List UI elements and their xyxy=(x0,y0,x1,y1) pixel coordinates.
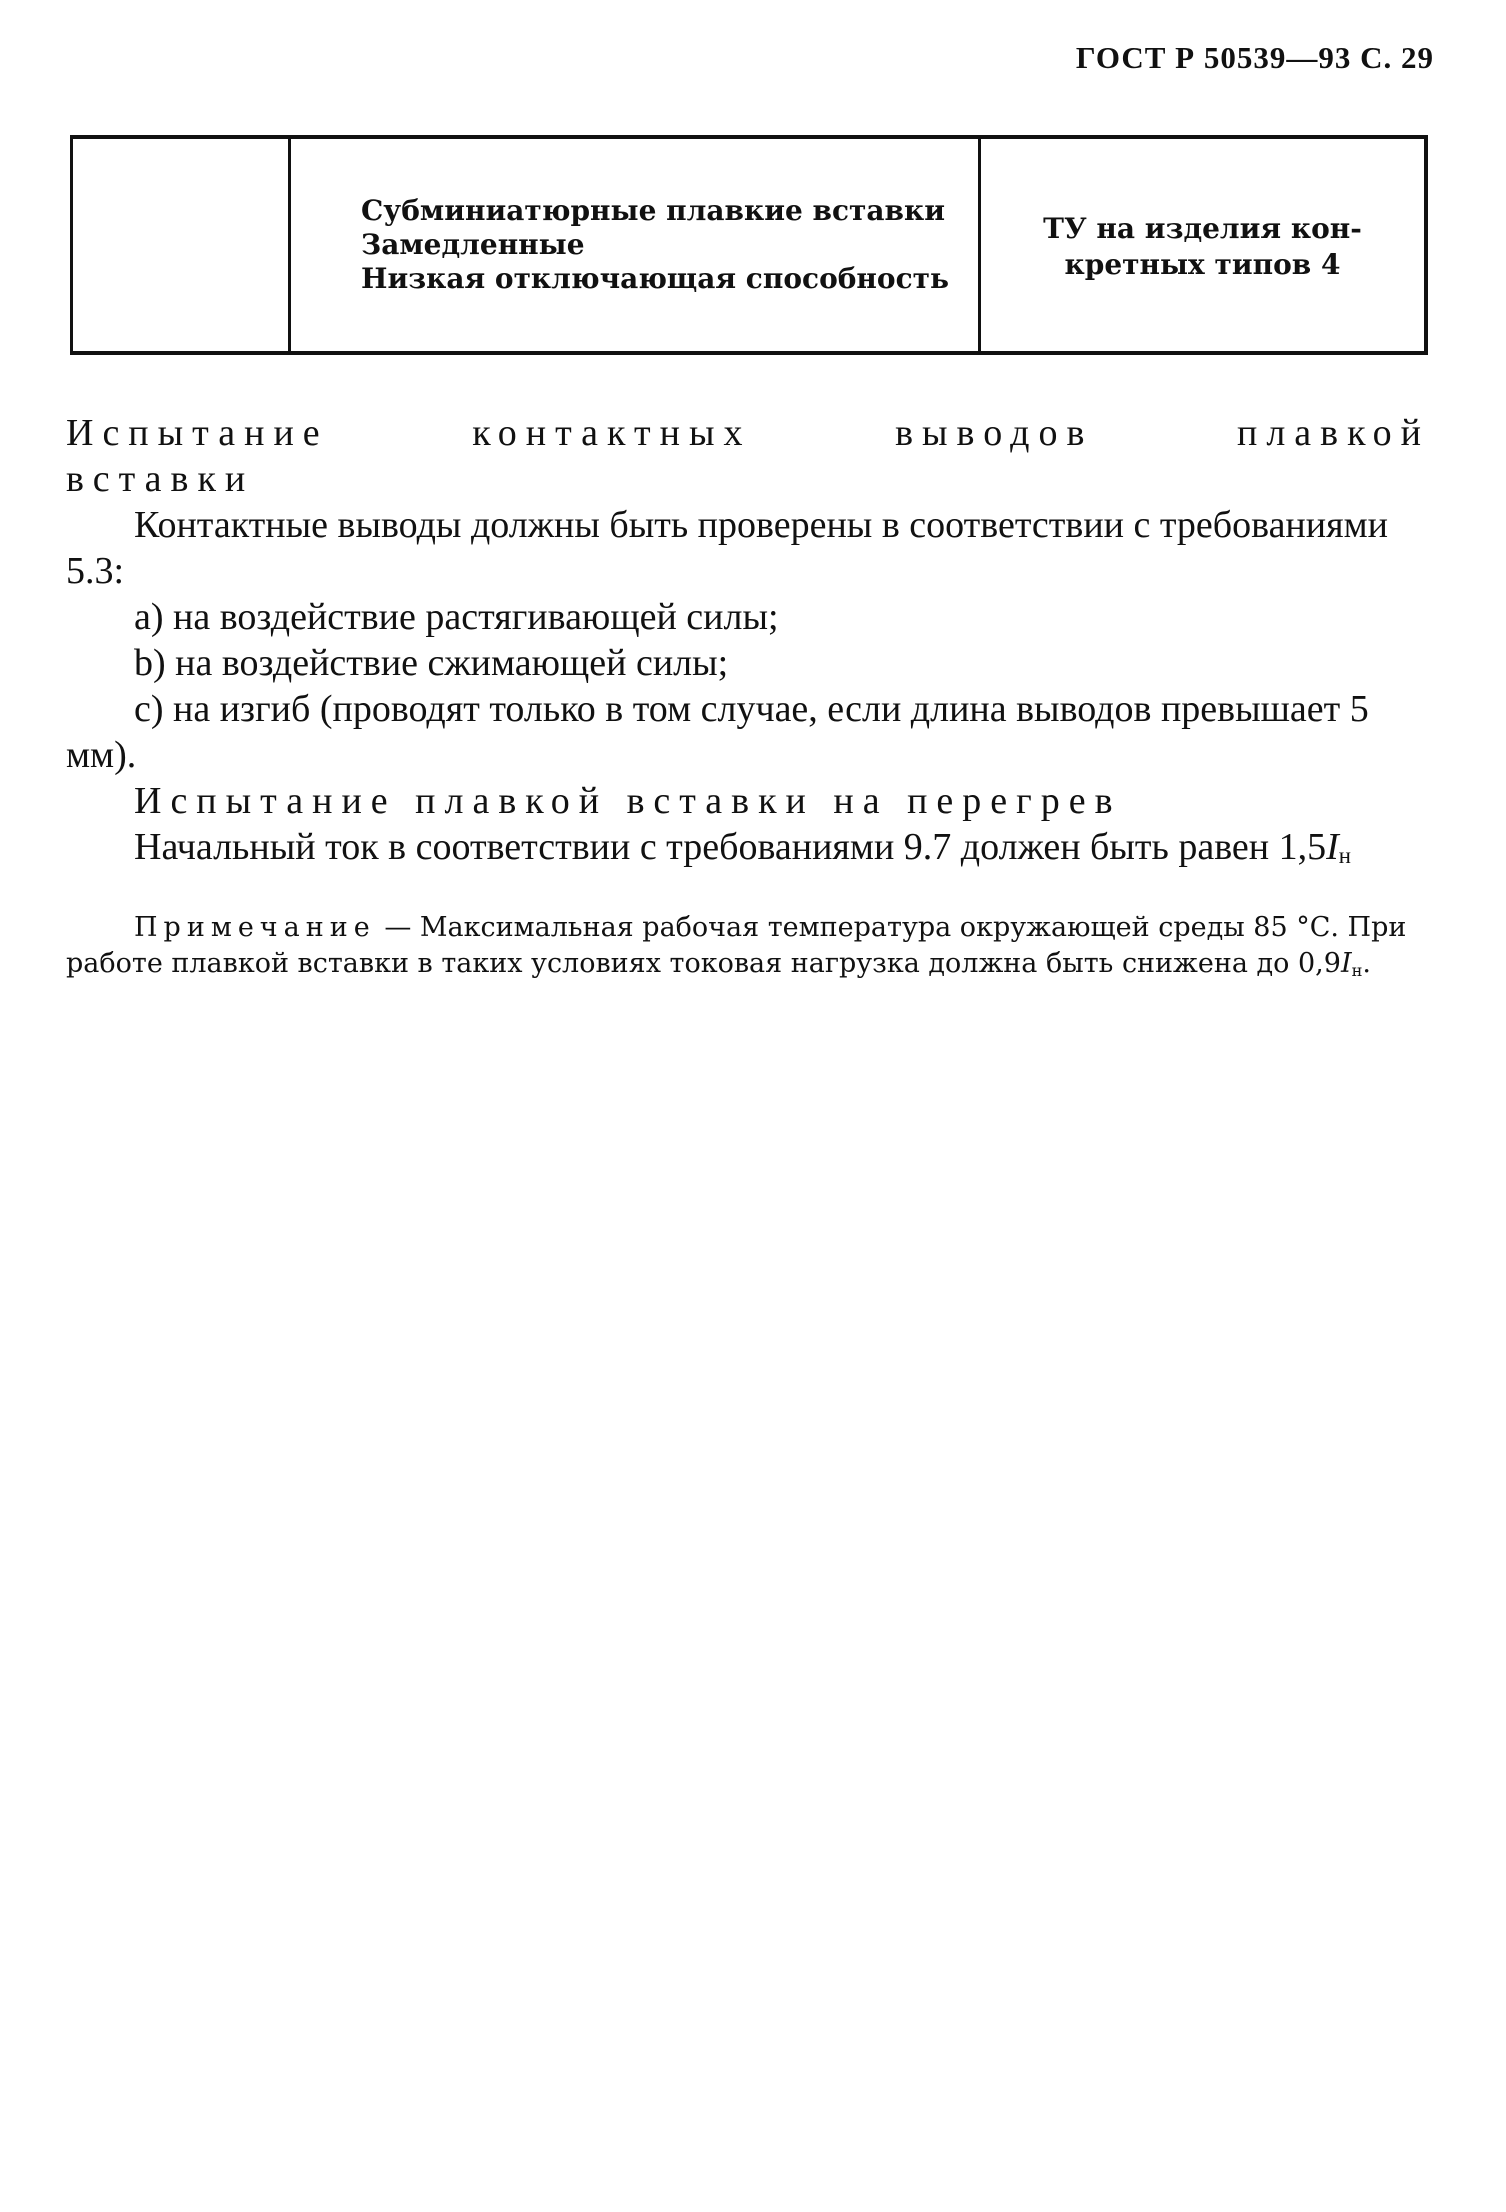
note-paragraph xyxy=(66,910,1430,989)
heading-word: контактных xyxy=(472,412,752,454)
note-text-end: . xyxy=(1362,948,1372,979)
note-text: — Максимальная рабочая температура окружающей среды 85 °С. При работе плавкой вставки в таких условиях токовая нагрузка должна быть снижена до 0,9 xyxy=(66,912,1407,979)
section-heading-contacts-cont: вставки xyxy=(66,458,255,500)
heading-word: Испытание xyxy=(66,412,329,454)
body-text xyxy=(66,410,1430,879)
list-item: b) на воздействие сжимающей силы; xyxy=(134,642,729,684)
heading-word: плавкой xyxy=(1236,412,1430,454)
current-subscript: н xyxy=(1338,843,1351,868)
list-item: c) на изгиб (проводят только в том случае, если длина выводов превышает 5 мм). xyxy=(66,688,1369,776)
paragraph-text: Начальный ток в соответствии с требованиями 9.7 должен быть равен 1,5 xyxy=(134,826,1327,868)
reference-line: ТУ на изделия кон- xyxy=(1043,212,1362,245)
reference-line: кретных типов 4 xyxy=(1064,248,1341,281)
table-cell-reference xyxy=(978,139,1428,351)
list-item: a) на воздействие растягивающей силы; xyxy=(134,596,779,638)
section-heading-contacts xyxy=(66,410,1430,456)
description-line: Субминиатюрные плавкие вставки xyxy=(361,194,945,227)
section-intro-paragraph: Контактные выводы должны быть проверены в соответствии с требованиями 5.3: xyxy=(66,504,1388,592)
description-line: Замедленные xyxy=(361,228,585,261)
description-line: Низкая отключающая способность xyxy=(361,262,949,295)
note-label: Примечание xyxy=(134,912,376,943)
current-symbol: I xyxy=(1340,948,1352,979)
section-heading-overheat: Испытание плавкой вставки на перегрев xyxy=(134,780,1122,822)
table-cell-description xyxy=(288,139,978,351)
current-subscript: н xyxy=(1351,961,1363,980)
heading-word: выводов xyxy=(895,412,1094,454)
page-header: ГОСТ Р 50539—93 С. 29 xyxy=(1075,40,1434,75)
current-symbol: I xyxy=(1326,826,1339,868)
spec-table xyxy=(70,135,1428,355)
table-cell-empty xyxy=(70,139,288,351)
section-overheat-paragraph xyxy=(66,824,1430,879)
